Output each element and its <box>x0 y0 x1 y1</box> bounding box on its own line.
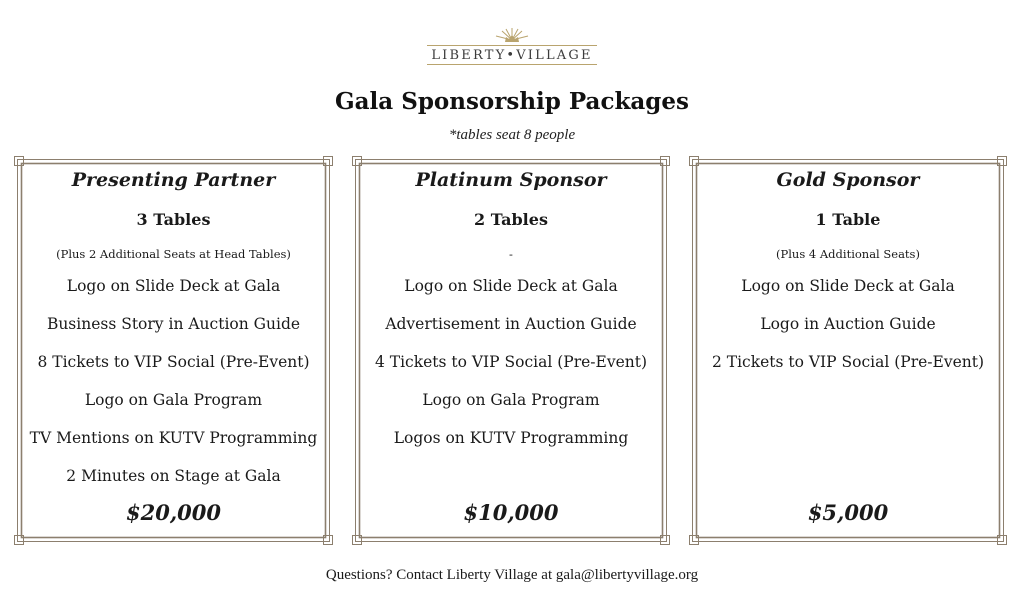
package-price: $20,000 <box>126 500 221 525</box>
benefit-list <box>351 276 671 466</box>
package-card-presenting <box>13 155 334 546</box>
package-note: (Plus 2 Additional Seats at Head Tables) <box>56 247 291 261</box>
logo-text: LIBERTY•VILLAGE <box>431 48 593 63</box>
package-name: Gold Sponsor <box>776 169 920 191</box>
package-tables: 3 Tables <box>136 210 211 229</box>
benefit-item: Logo on Slide Deck at Gala <box>66 277 281 295</box>
package-card-gold <box>688 155 1008 546</box>
benefit-item: Business Story in Auction Guide <box>46 315 301 333</box>
benefit-list <box>688 276 1008 390</box>
crown-sunburst-icon <box>492 26 532 44</box>
benefit-item: 2 Tickets to VIP Social (Pre-Event) <box>711 353 985 371</box>
package-name: Platinum Sponsor <box>415 169 607 191</box>
benefit-item: Logo in Auction Guide <box>760 315 936 333</box>
benefit-item: Logo on Slide Deck at Gala <box>741 277 955 295</box>
benefit-item: TV Mentions on KUTV Programming <box>29 429 318 447</box>
page-title: Gala Sponsorship Packages <box>335 88 689 115</box>
package-tables: 1 Table <box>815 210 881 229</box>
contact-footer: Questions? Contact Liberty Village at gala@libertyvillage.org <box>325 567 699 583</box>
package-tables: 2 Tables <box>474 210 548 229</box>
benefit-list <box>13 276 334 504</box>
benefit-item: Advertisement in Auction Guide <box>385 315 637 333</box>
benefit-item: Logos on KUTV Programming <box>393 429 629 447</box>
package-note: (Plus 4 Additional Seats) <box>776 247 920 261</box>
package-card-platinum <box>351 155 671 546</box>
logo <box>0 26 1024 70</box>
benefit-item: Logo on Gala Program <box>84 391 263 409</box>
benefit-item: 8 Tickets to VIP Social (Pre-Event) <box>37 353 310 371</box>
benefit-item: Logo on Slide Deck at Gala <box>404 277 618 295</box>
benefit-item: 4 Tickets to VIP Social (Pre-Event) <box>374 353 648 371</box>
package-note: - <box>509 247 513 261</box>
subtitle: *tables seat 8 people <box>448 127 576 143</box>
logo-rule <box>427 45 597 46</box>
benefit-item: 2 Minutes on Stage at Gala <box>66 467 281 485</box>
package-price: $10,000 <box>463 500 559 525</box>
package-name: Presenting Partner <box>71 169 276 191</box>
benefit-item: Logo on Gala Program <box>422 391 600 409</box>
package-price: $5,000 <box>807 500 889 525</box>
logo-rule <box>427 64 597 65</box>
